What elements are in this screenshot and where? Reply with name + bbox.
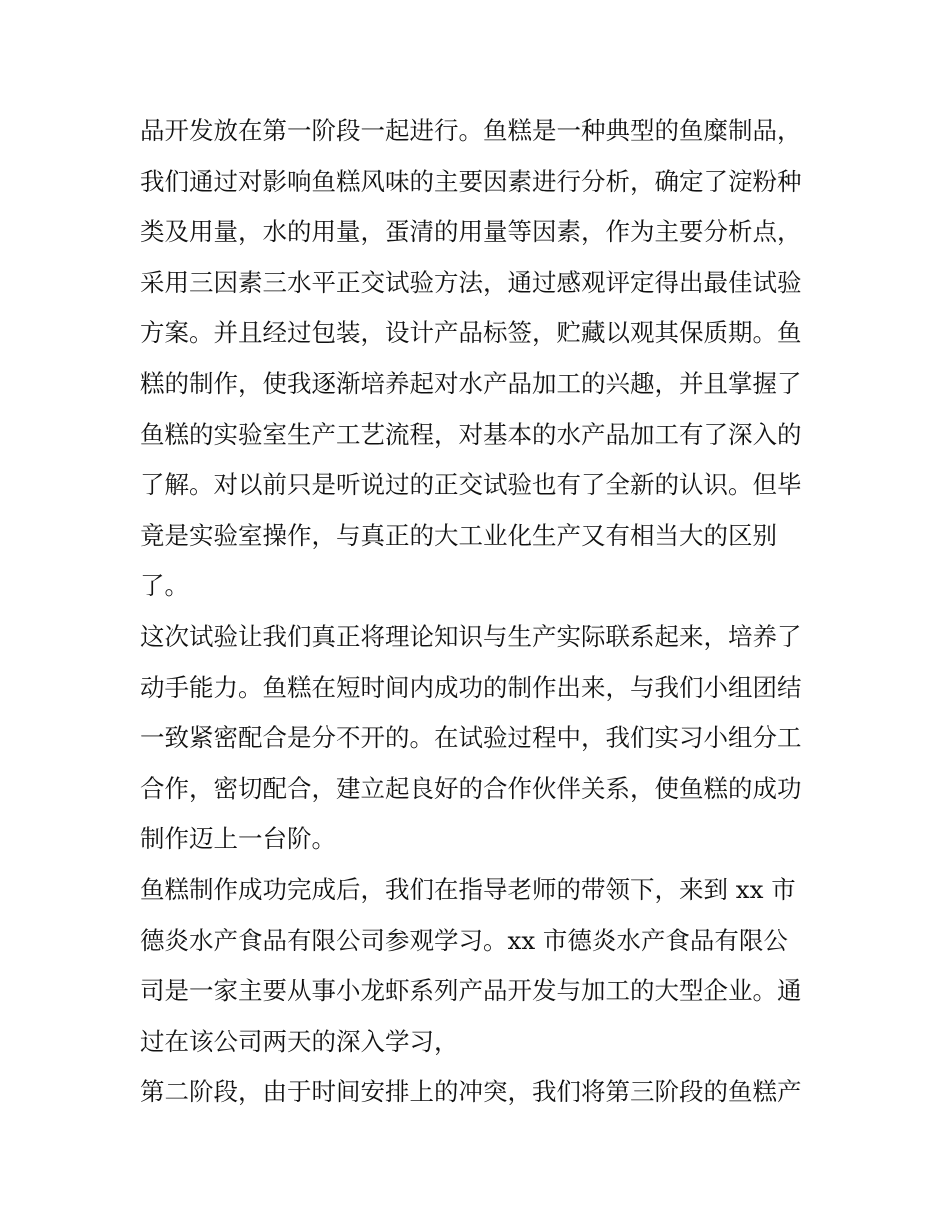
document-body-text: [140, 106, 820, 1118]
text-line: 竟是实验室操作，与真正的大工业化生产又有相当大的区别: [140, 520, 777, 550]
text-line: 过在该公司两天的深入学习，: [140, 1026, 459, 1056]
text-line: 鱼糕制作成功完成后，我们在指导老师的带领下，来到 xx 市: [140, 874, 796, 904]
text-line: 类及用量，水的用量，蛋清的用量等因素，作为主要分析点，: [140, 217, 802, 247]
text-line: 一致紧密配合是分不开的。在试验过程中，我们实习小组分工: [140, 723, 802, 753]
text-line: 制作迈上一台阶。: [140, 824, 336, 854]
text-line: 我们通过对影响鱼糕风味的主要因素进行分析，确定了淀粉种: [140, 166, 802, 196]
text-line: 这次试验让我们真正将理论知识与生产实际联系起来，培养了: [140, 621, 802, 651]
text-line: 德炎水产食品有限公司参观学习。xx 市德炎水产食品有限公: [140, 925, 788, 955]
text-line: 了。: [140, 571, 189, 601]
text-line: 方案。并且经过包装，设计产品标签，贮藏以观其保质期。鱼: [140, 318, 802, 348]
text-line: 鱼糕的实验室生产工艺流程，对基本的水产品加工有了深入的: [140, 419, 802, 449]
text-line: 了解。对以前只是听说过的正交试验也有了全新的认识。但毕: [140, 470, 802, 500]
text-line: 第二阶段，由于时间安排上的冲突，我们将第三阶段的鱼糕产: [140, 1077, 802, 1107]
text-line: 糕的制作，使我逐渐培养起对水产品加工的兴趣，并且掌握了: [140, 368, 802, 398]
text-line: 合作，密切配合，建立起良好的合作伙伴关系，使鱼糕的成功: [140, 773, 802, 803]
text-line: 动手能力。鱼糕在短时间内成功的制作出来，与我们小组团结: [140, 672, 802, 702]
text-line: 司是一家主要从事小龙虾系列产品开发与加工的大型企业。通: [140, 976, 802, 1006]
text-line: 品开发放在第一阶段一起进行。鱼糕是一种典型的鱼糜制品，: [140, 116, 802, 145]
text-line: 采用三因素三水平正交试验方法，通过感观评定得出最佳试验: [140, 267, 802, 297]
